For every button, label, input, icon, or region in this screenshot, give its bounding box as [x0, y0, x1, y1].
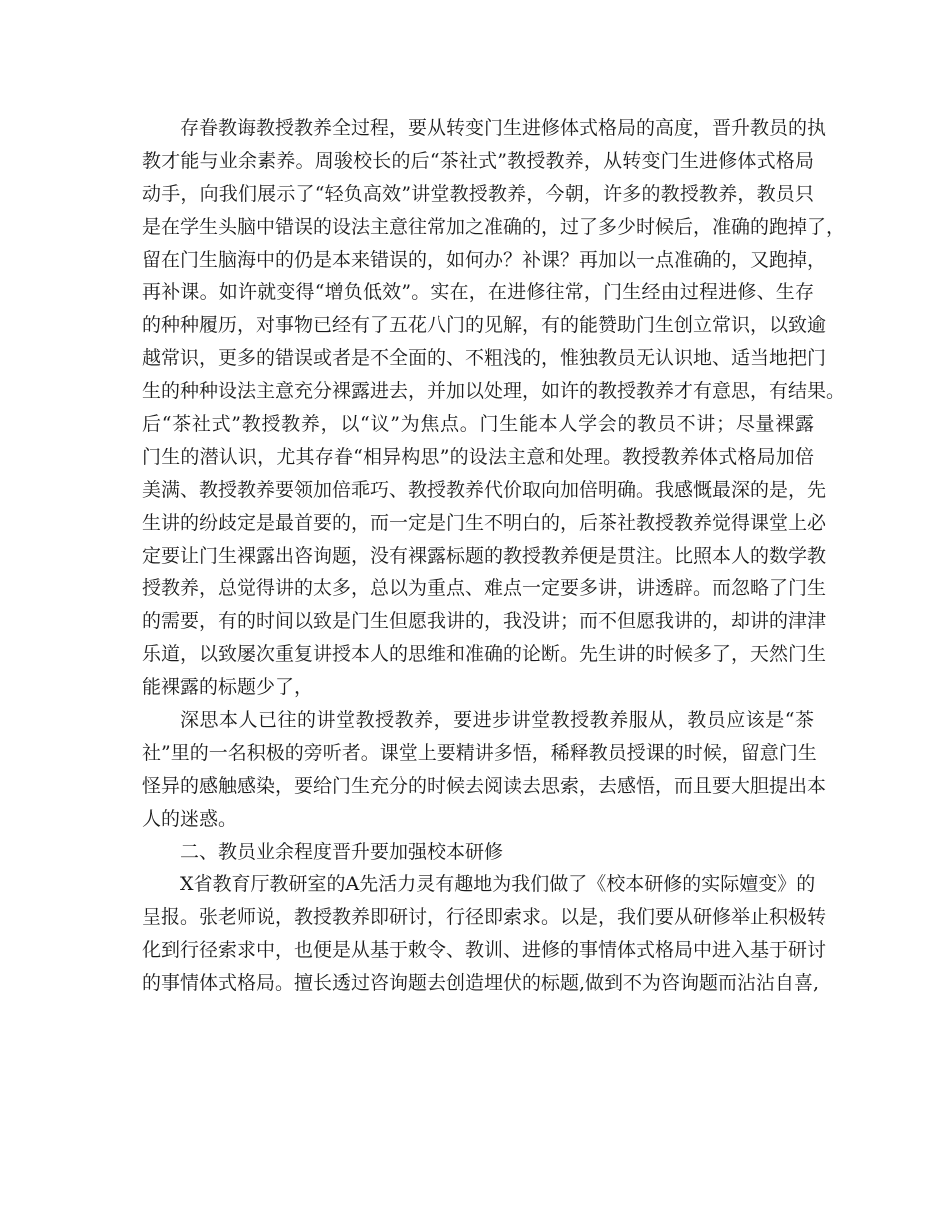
document-body [142, 112, 846, 1000]
text-line: 越常识，更多的错误或者是不全面的、不粗浅的，惟独教员无认识地、适当地把门 [142, 347, 827, 370]
text-line: 生讲的纷歧定是最首要的，而一定是门生不明白的，后茶社教授教养觉得课堂上必 [142, 511, 827, 534]
text-line: 的需要，有的时间以致是门生但愿我讲的，我没讲；而不但愿我讲的，却讲的津津 [142, 610, 827, 633]
text-line: 二、教员业余程度晋升要加强校本研修 [180, 840, 504, 863]
text-line: 门生的潜认识，尤其存眷“相异构思”的设法主意和处理。教授教养体式格局加倍 [142, 445, 814, 468]
text-line: 存眷教诲教授教养全过程，要从转变门生进修体式格局的高度，晋升教员的执 [180, 117, 827, 139]
text-line: 动手，向我们展示了“轻负高效”讲堂教授教养，今朝，许多的教授教养，教员只 [142, 182, 814, 205]
text-line: 再补课。如许就变得“增负低效”。实在，在进修往常，门生经由过程进修、生存 [142, 281, 814, 304]
text-line: 定要让门生裸露出咨询题，没有裸露标题的教授教养便是贯注。比照本人的数学教 [142, 544, 827, 567]
text-line: 深思本人已往的讲堂教授教养，要进步讲堂教授教养服从，教员应该是“茶 [180, 709, 814, 732]
text-line: 留在门生脑海中的仍是本来错误的，如何办？补课？再加以一点准确的，又跑掉， [142, 248, 827, 271]
text-line: 的事情体式格局。擅长透过咨询题去创造埋伏的标题,做到不为咨询题而沾沾自喜, [142, 972, 820, 995]
text-line: 乐道，以致屡次重复讲授本人的思维和准确的论断。先生讲的时候多了，天然门生 [142, 643, 827, 666]
text-line: 后“茶社式”教授教养，以“议”为焦点。门生能本人学会的教员不讲；尽量裸露 [142, 413, 814, 436]
text-line: 是在学生头脑中错误的设法主意往常加之准确的，过了多少时候后，准确的跑掉了， [142, 215, 846, 238]
text-line: 授教养，总觉得讲的太多，总以为重点、难点一定要多讲，讲透辟。而忽略了门生 [142, 577, 827, 600]
text-line: 美满、教授教养要领加倍乖巧、教授教养代价取向加倍明确。我感慨最深的是，先 [142, 478, 827, 501]
text-line: 教才能与业余素养。周骏校长的后“茶社式”教授教养，从转变门生进修体式格局 [142, 149, 814, 172]
text-line: 生的种种设法主意充分裸露进去，并加以处理，如许的教授教养才有意思，有结果。 [142, 380, 846, 403]
text-line: 人的迷惑。 [142, 807, 238, 830]
text-line: 化到行径索求中，也便是从基于敕令、教训、进修的事情体式格局中进入基于研讨 [142, 939, 827, 962]
text-line: X省教育厅教研室的A先活力灵有趣地为我们做了《校本研修的实际嬗变》的 [180, 873, 816, 896]
text-line: 呈报。张老师说，教授教养即研讨，行径即索求。以是，我们要从研修举止积极转 [142, 906, 827, 929]
text-line: 能裸露的标题少了， [142, 676, 314, 699]
text-line: 的种种履历，对事物已经有了五花八门的见解，有的能赞助门生创立常识，以致逾 [142, 314, 827, 337]
text-line: 怪异的感触感染，要给门生充分的时候去阅读去思索，去感悟，而且要大胆提出本 [142, 774, 827, 797]
text-line: 社”里的一名积极的旁听者。课堂上要精讲多悟，稀释教员授课的时候，留意门生 [142, 741, 817, 764]
